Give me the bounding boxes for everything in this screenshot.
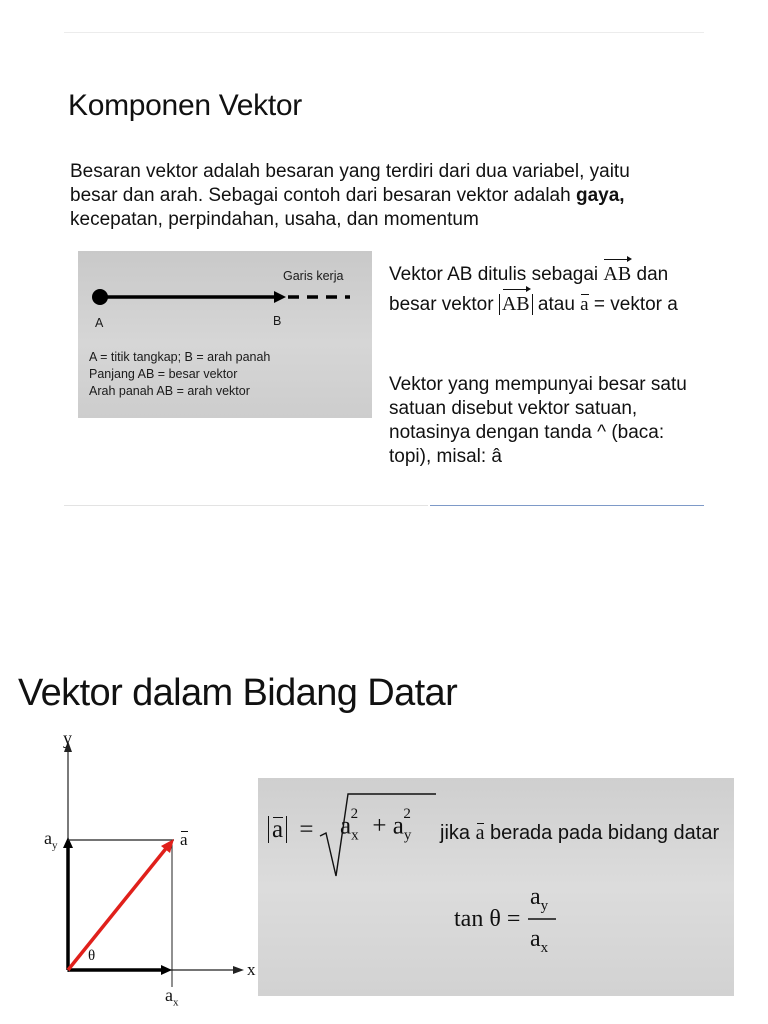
fraction-denominator [530, 926, 548, 957]
formula-equals: = [299, 816, 314, 843]
label-a: A [95, 316, 104, 330]
notation-text: Vektor AB ditulis sebagai [389, 264, 599, 285]
caption-titik-tangkap: A = titik tangkap; B = arah panah [89, 350, 271, 364]
ay-component-arrowhead [63, 837, 73, 848]
intro-end: kecepatan, perpindahan, usaha, dan momentum [70, 209, 479, 230]
denominator-a: a [530, 926, 541, 952]
intro-bold-gaya: gaya, [575, 185, 625, 206]
rad-ay: a [392, 812, 404, 840]
intro-paragraph [70, 160, 670, 232]
theta-label: θ [88, 948, 96, 964]
divider-right-blue [430, 505, 704, 506]
ax-letter: a [165, 985, 173, 1005]
formula-box [258, 778, 734, 996]
ay-letter: a [44, 828, 52, 848]
ax-label [165, 985, 179, 1009]
denominator-sub: x [540, 939, 549, 956]
fraction-numerator [530, 884, 548, 915]
numerator-a: a [530, 884, 541, 910]
ay-subscript: y [52, 839, 58, 852]
intro-text: Besaran vektor adalah besaran yang terdiri dari dua variabel, yaitu besar dan arah. Sebagai contoh dari besaran vektor adalah [70, 161, 630, 206]
formula-condition [440, 822, 719, 845]
garis-kerja-label: Garis kerja [283, 269, 344, 283]
unit-vector-paragraph: Vektor yang mempunyai besar satu satuan disebut vektor satuan, notasinya dengan tanda ^ (baca: topi), misal: â [389, 374, 687, 467]
rad-ax: a [340, 812, 352, 840]
formula-tan-theta: tan θ = [454, 906, 521, 932]
rad-ay-sub: y [403, 827, 412, 844]
condition-tail: berada pada bidang datar [490, 822, 720, 844]
label-b: B [273, 314, 282, 328]
rad-plus: + [372, 812, 387, 840]
notation-line-1 [389, 262, 719, 287]
x-axis-arrowhead [233, 966, 244, 974]
notation-line-2 [389, 292, 719, 317]
ax-subscript: x [173, 996, 179, 1009]
top-divider [64, 32, 704, 33]
formula-graphics [258, 778, 734, 996]
condition-vec-a: a [475, 822, 485, 844]
vector-a-symbol: a [580, 294, 589, 315]
formula-vec-a-lhs: a [272, 816, 284, 843]
magnitude-ab-symbol [499, 294, 533, 315]
vector-notation-text [389, 262, 719, 317]
rad-ax-exp: 2 [350, 806, 359, 822]
vector-a-label: a [180, 830, 188, 849]
vector-a-red-line [68, 846, 168, 970]
vector-ab-inner: AB [501, 293, 530, 315]
divider-left [64, 505, 428, 506]
notation-text-atau: atau [537, 294, 575, 315]
notation-text-vektor-a: = vektor a [593, 294, 678, 315]
x-axis-label: x [247, 960, 256, 979]
caption-arah: Arah panah AB = arah vektor [89, 384, 250, 398]
vector-figure-box [78, 251, 372, 418]
formula-magnitude-lhs [268, 816, 313, 844]
vector-ab-arrowhead [274, 291, 286, 303]
ax-component-arrowhead [161, 965, 172, 975]
numerator-sub: y [540, 897, 549, 914]
section-title-bidang-datar: Vektor dalam Bidang Datar [18, 672, 458, 714]
notation-text-besar: besar vektor [389, 294, 494, 315]
y-axis-label: y [63, 728, 72, 748]
notation-text-dan: dan [636, 264, 669, 285]
condition-jika: jika [440, 822, 471, 844]
vector-plane-diagram [0, 725, 258, 1024]
vector-ab-symbol: AB [603, 263, 632, 285]
formula-radicand [340, 806, 419, 844]
caption-panjang: Panjang AB = besar vektor [89, 367, 238, 381]
ay-label [44, 828, 58, 852]
rad-ax-sub: x [351, 827, 359, 844]
section-title-komponen-vektor: Komponen Vektor [68, 89, 302, 122]
rad-ay-exp: 2 [403, 806, 411, 822]
